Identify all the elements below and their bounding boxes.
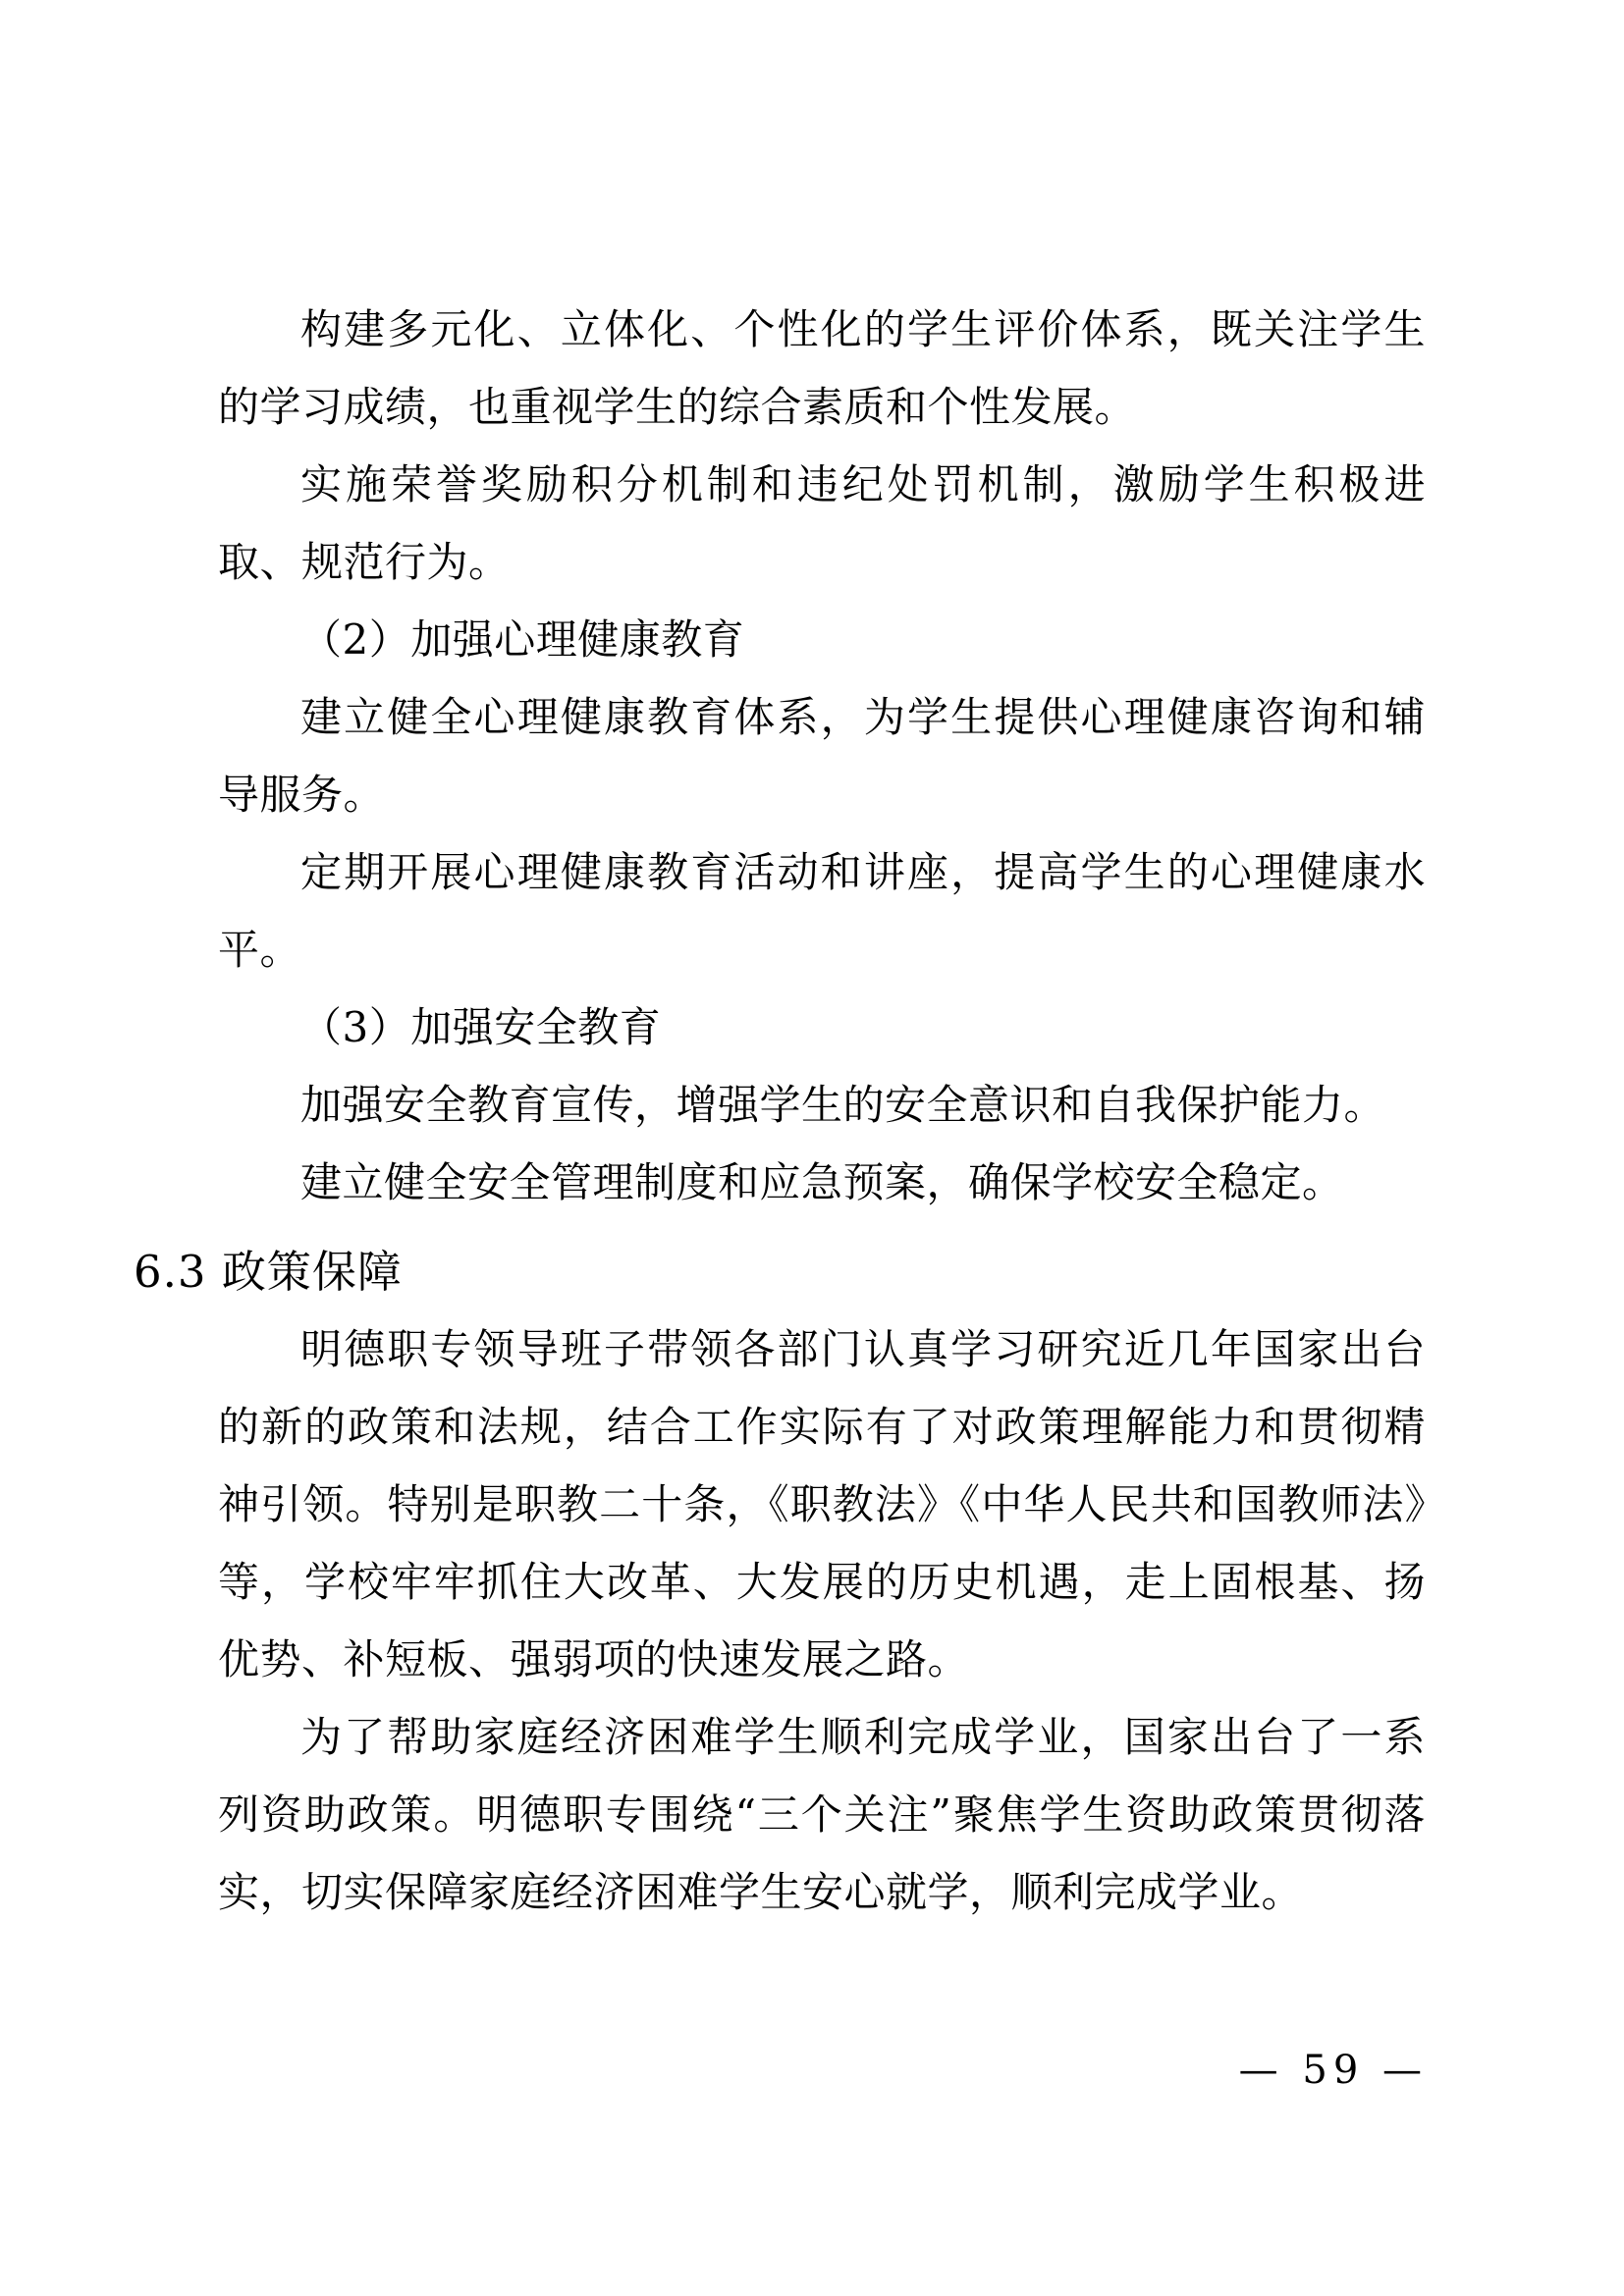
paragraph-mental-health-activities: 定期开展心理健康教育活动和讲座，提高学生的心理健康水平。 [218,848,1426,974]
section-heading-policy-guarantee: 6.3 政策保障 [134,1246,403,1298]
page-number-footer: — 59 — [1238,2048,1428,2093]
paragraph-safety-awareness: 加强安全教育宣传，增强学生的安全意识和自我保护能力。 [300,1081,1386,1129]
page-content-area [134,291,1426,1931]
paragraph-policy-study: 明德职专领导班子带领各部门认真学习研究近几年国家出台的新的政策和法规，结合工作实际有了对政策理解能力和贯彻精神引领。特别是职教二十条，《职教法》《中华人民共和国教师法》等，学校牢牢抓住大改革、大发展的历史机遇，走上固根基、扬优势、补短板、强弱项的快速发展之路。 [218,1325,1426,1683]
paragraph-student-financial-aid: 为了帮助家庭经济困难学生顺利完成学业，国家出台了一系列资助政策。明德职专围绕“三个关注”聚焦学生资助政策贯彻落实，切实保障家庭经济困难学生安心就学，顺利完成学业。 [218,1713,1426,1916]
paragraph-mental-health-system: 建立健全心理健康教育体系，为学生提供心理健康咨询和辅导服务。 [218,693,1426,819]
subheading-safety-education: （3）加强安全教育 [300,1003,662,1051]
paragraph-safety-management-system: 建立健全安全管理制度和应急预案，确保学校安全稳定。 [300,1158,1344,1206]
paragraph-honor-reward-mechanism: 实施荣誉奖励积分机制和违纪处罚机制，激励学生积极进取、规范行为。 [218,460,1426,586]
paragraph-evaluation-system: 构建多元化、立体化、个性化的学生评价体系，既关注学生的学习成绩，也重视学生的综合素质和个性发展。 [218,305,1426,431]
subheading-mental-health-education: （2）加强心理健康教育 [300,615,745,664]
